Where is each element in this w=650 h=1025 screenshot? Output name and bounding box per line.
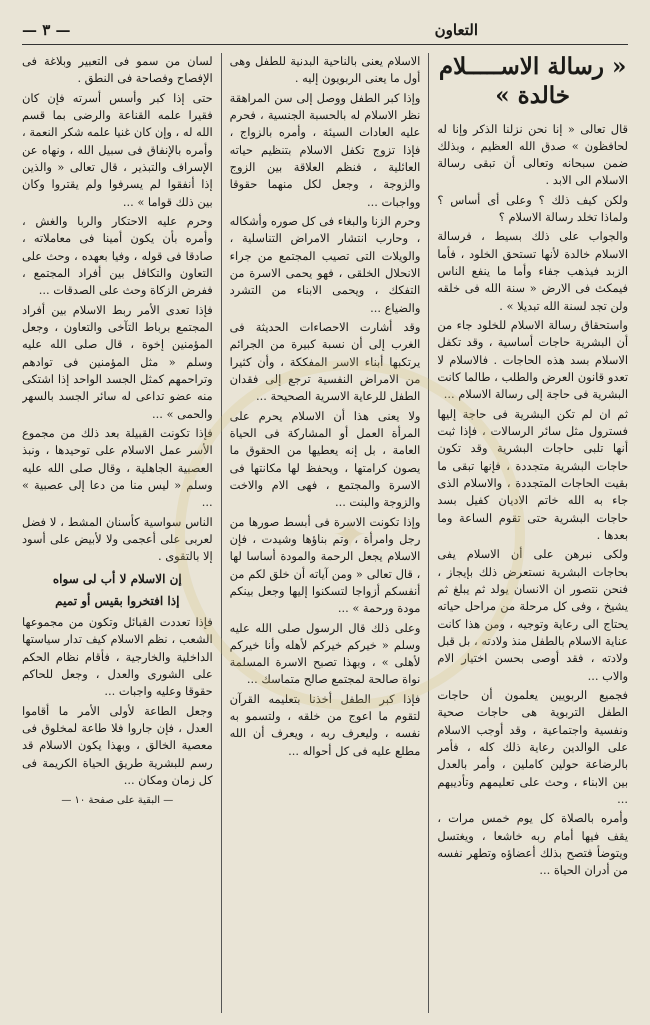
paragraph: فإذا كبر الطفل أخذنا بتعليمه القرآن لتقوم ما اعوج من خلقه ، ولتسمو به نفسه ، وليعرف ربه ، ويعرف أن الله مطلع عليه فى كل أحواله ... <box>229 691 421 758</box>
paragraph: وإذا كبر الطفل ووصل إلى سن المراهقة نظر الاسلام له بالحسبة الجنسية ، فحرم عليه العادات السيئة ، وأمره بالزواج ، فإذا تزوج تكفل الاسلام بتنظيم حياته العائلية ، فنظم العلاقة بين الزوج والزوجة ، وجعل لكل منهما حقوقا وواجبات ... <box>229 90 421 209</box>
page-header <box>22 20 628 45</box>
column-right <box>437 53 628 1013</box>
paragraph: ولكى نبرهن على أن الاسلام يفى بحاجات البشرية نستعرض ذلك بإيجاز ، فنحن نتصور ان الانسان يولد ثم يبلغ ثم يشيخ ، وفى كل مرحلة من مراحل حياته يحتاج الى رعاية وتوجيه ، ومن هذا كانت عناية الاسلام بالطفل منذ ولادته ، بل قبل ولادته ، فقد أوصى بحسن اختيار الام والاب ... <box>437 547 628 683</box>
paragraph: وعلى ذلك قال الرسول صلى الله عليه وسلم « خيركم خيركم لأهله وأنا خيركم لأهلى » ، وبهذا تصبح الاسرة المسلمة نواة صالحة لمجتمع صالح متماسك ... <box>229 620 421 687</box>
journal-title: التعاون <box>434 21 478 39</box>
paragraph: فإذا تعددت القبائل وتكون من مجموعها الشعب ، نظم الاسلام كيف تدار سياستها الداخلية والخارجية ، فأقام نظام الحكم على الشورى والعدل ، وجعل للحاكم حقوقا وعليه واجبات ... <box>21 614 213 699</box>
article-title: « رسالة الاســـــلام خالدة » <box>438 53 627 109</box>
paragraph: وأمره بالصلاة كل يوم خمس مرات ، يقف فيها أمام ربه خاشعا ، ويغتسل ويتوضأ فتصح بذلك أعضاؤه وتطهر نفسه من أدران الحياة ... <box>437 811 628 878</box>
paragraph: لسان من سمو فى التعبير وبلاغة فى الإفصاح وفصاحة فى النطق . <box>21 54 213 86</box>
column-left <box>22 53 213 1013</box>
paragraph: قال تعالى « إنا نحن نزلنا الذكر وإنا له لحافظون » صدق الله العظيم ، وبذلك ضمن سبحانه وتعالى أن تبقى رسالة الاسلام الى الابد . <box>437 121 628 188</box>
paragraph: فجميع الربويين يعلمون أن حاجات الطفل التربوية هى حاجات صحية ونفسية واجتماعية ، وقد أوجب الاسلام على الوالدين رعاية ذلك كله ، فأمر بالرضاعة حولين كاملين ، وأمر بالعدل بين الابناء ، وحث على تعليمهم وتأديبهم ... <box>437 688 628 806</box>
column-divider <box>221 53 222 1013</box>
paragraph: الناس سواسية كأسنان المشط ، لا فضل لعربى على أعجمى ولا لأبيض على أسود إلا بالتقوى . <box>21 514 213 564</box>
poetry-verse: إن الاسلام لا أب لى سواه <box>52 571 182 586</box>
column-divider <box>428 53 429 1013</box>
column-middle <box>230 53 421 1013</box>
paragraph: واستحقاق رسالة الاسلام للخلود جاء من أن البشرية حاجات أساسية ، وقد تكفل الاسلام بسد هذه الحاجات . فالاسلام لا تعدو قانون العرض والطلب ، طالما كانت البشرية فى حاجة إلى رسالة الاسلام ... <box>437 318 628 402</box>
paragraph: الاسلام يعنى بالناحية البدنية للطفل وهى أول ما يعنى الربويون إليه . <box>229 54 421 86</box>
watermark-seal-icon: ✦ <box>175 360 525 710</box>
paragraph: ثم ان لم تكن البشرية فى حاجة إليها فسترول مثل سائر الرسالات ، فإذا ثبت أنها تلبى حاجات البشرية وقد تكون حاجات البشرية متجددة ، فإنها تبقى ما بقيت الحاجات المتجددة ، والاسلام الذى جاء به الله خاتم الاديان كفيل بسد حاجات البشرية حتى تقوم الساعة وما بعدها . <box>437 406 628 543</box>
paragraph: فإذا تعدى الأمر ربط الاسلام بين أفراد المجتمع برباط التآخى والتعاون ، وجعل المؤمنين إخوة ، قال صلى الله عليه وسلم « مثل المؤمنين فى توادهم وتراحمهم كمثل الجسد الواحد إذا اشتكى منه عضو تداعى له سائر الجسد بالسهر والحمى » ... <box>21 302 213 421</box>
paragraph: وقد أشارت الاحصاءات الحديثة فى الغرب إلى أن نسبة كبيرة من الجرائم يرتكبها أبناء الاسر المفككة ، وأن كثيرا من الامراض النفسية ترجع إلى فقدان الطفل للرعاية الاسرية الصحيحة ... <box>229 319 421 404</box>
paragraph: وجعل الطاعة لأولى الأمر ما أقاموا العدل ، فإن جاروا فلا طاعة لمخلوق فى معصية الخالق ، وبهذا يكون الاسلام قد رسم للبشرية طريق الحياة الكريمة فى كل زمان ومكان ... <box>21 703 213 787</box>
paragraph: فإذا تكونت القبيلة بعد ذلك من مجموع الأسر عمل الاسلام على توحيدها ، ونبذ العصبية الجاهلية ، وقال صلى الله عليه وسلم « ليس منا من دعا إلى عصبية » ... <box>21 425 213 510</box>
paragraph: ولكن كيف ذلك ؟ وعلى أى أساس ؟ ولماذا تخلد رسالة الاسلام ؟ <box>437 192 628 225</box>
continuation-note: — البقية على صفحة ١٠ — <box>61 795 174 807</box>
paragraph: وإذا تكونت الاسرة فى أبسط صورها من رجل وامرأة ، وتم بناؤها وشيدت ، فإن الاسلام يجعل الرحمة والمودة أساسا لها ، قال تعالى « ومن آياته أن خلق لكم من أنفسكم أزواجا لتسكنوا إليها وجعل بينكم مودة ورحمة » ... <box>229 514 421 616</box>
page-number: — ٣ — <box>22 21 71 39</box>
poetry-verse: إذا افتخروا بقيس أو تميم <box>55 593 180 608</box>
paragraph: وحرم الزنا والبغاء فى كل صوره وأشكاله ، وحارب انتشار الامراض التناسلية ، والويلات التى تصيب المجتمع من جراء الانحلال الخلقى ، فهو يحمى الاسرة من التفكك ، ويحمى الابناء من التشرد والضياع ... <box>229 213 421 315</box>
paragraph: ولا يعنى هذا أن الاسلام يحرم على المرأة العمل أو المشاركة فى الحياة العامة ، بل إنه يعطيها من الحقوق ما يصون كرامتها ، ويحفظ لها مكانتها فى الاسرة والمجتمع ، فهى الام والاخت والزوجة والبنت ... <box>229 408 421 510</box>
article-columns <box>22 53 628 1013</box>
paragraph: حتى إذا كبر وأسس أسرته فإن كان فقيرا علمه القناعة والرضى بما قسم الله له ، وإن كان غنيا علمه شكر النعمة ، وأمره بالإنفاق فى سبيل الله ، ونهاه عن الإسراف والتبذير ، قال تعالى « والذين إذا أنفقوا لم يسرفوا ولم يقتروا وكان بين ذلك قواما » ... <box>21 90 213 209</box>
paragraph: وحرم عليه الاحتكار والربا والغش ، وأمره بأن يكون أمينا فى معاملاته ، صادقا فى قوله ، وفيا بعهده ، وحث على التعاون والتكافل بين أفراد المجتمع ، ففرض الزكاة وحث على الصدقات ... <box>21 213 213 298</box>
paragraph: والجواب على ذلك بسيط ، فرسالة الاسلام خالدة لأنها تستحق الخلود ، فأما الزبد فيذهب جفاء وأما ما ينفع الناس فيمكث فى الارض « سنة الله فى خلقه ولن تجد لسنة الله تبديلا » . <box>437 229 628 313</box>
